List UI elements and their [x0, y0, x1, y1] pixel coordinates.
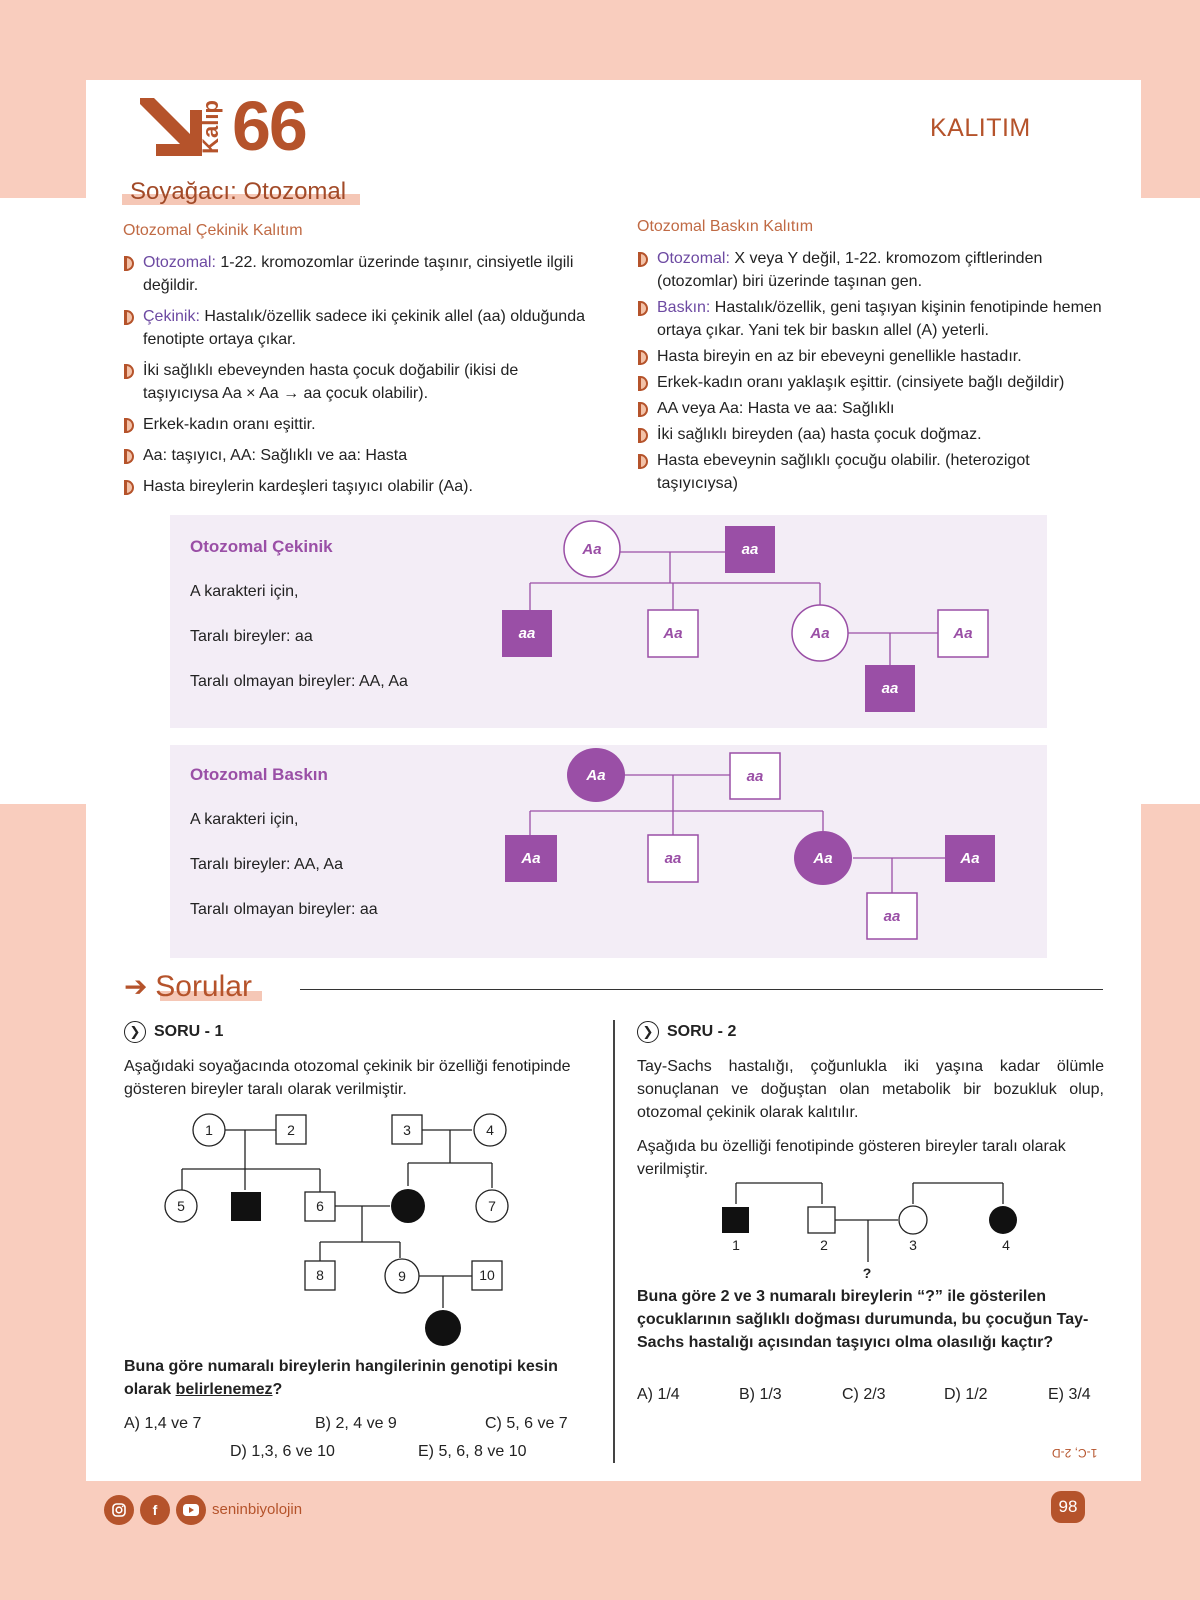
- dominant-pedigree: [170, 745, 1047, 958]
- pedigree-female: [391, 1189, 425, 1223]
- individual-number: 3: [403, 1122, 411, 1138]
- individual-number: 8: [316, 1267, 324, 1283]
- arrow-logo-icon: [140, 98, 202, 160]
- individual-number: 5: [177, 1198, 185, 1214]
- section-title: Soyağacı: Otozomal: [126, 178, 350, 206]
- pedigree-female: [899, 1206, 927, 1234]
- individual-number: 2: [287, 1122, 295, 1138]
- list-item: Hasta bireyin en az bir ebeveyni genellikle hastadır.: [637, 345, 1112, 368]
- individual-number: 9: [398, 1268, 406, 1284]
- list-item: Erkek-kadın oranı eşittir.: [123, 413, 593, 436]
- list-item: İki sağlıklı ebeveynden hasta çocuk doğabilir (ikisi de taşıyıcıysa Aa × Aa → aa çocuk olabilir).: [123, 359, 593, 405]
- q1-option[interactable]: A) 1,4 ve 7: [124, 1415, 202, 1432]
- genotype-label: aa: [664, 850, 682, 867]
- individual-number: 2: [820, 1237, 828, 1253]
- q1-option[interactable]: D) 1,3, 6 ve 10: [230, 1443, 335, 1460]
- dominant-list: [637, 247, 1112, 495]
- list-item: Otozomal: 1-22. kromozomlar üzerinde taşınır, cinsiyetle ilgili değildir.: [123, 251, 593, 297]
- recessive-pedigree: [170, 515, 1047, 728]
- genotype-label: aa: [746, 768, 764, 785]
- genotype-label: aa: [883, 908, 901, 925]
- question-1-label: ❯ SORU - 1: [124, 1021, 223, 1043]
- questions-heading: ➔ Sorular: [124, 970, 252, 1003]
- genotype-label: aa: [881, 680, 899, 697]
- q1-option[interactable]: C) 5, 6 ve 7: [485, 1415, 568, 1432]
- q1-option[interactable]: E) 5, 6, 8 ve 10: [418, 1443, 527, 1460]
- pattern-number: 66: [232, 87, 306, 165]
- question-2-text: Tay-Sachs hastalığı, çoğunlukla iki yaşına kadar ölümle sonuçlanan ve doğuştan olan metabolik bir bozukluk olup, otozomal çekinik olarak kalıtılır.: [637, 1058, 1104, 1121]
- page-number: 98: [1051, 1491, 1085, 1523]
- panel-line: Taralı olmayan bireyler: AA, Aa: [190, 673, 408, 690]
- genotype-label: Aa: [663, 625, 683, 642]
- list-item: Hasta bireylerin kardeşleri taşıyıcı olabilir (Aa).: [123, 475, 593, 498]
- pedigree-male: [231, 1192, 261, 1221]
- genotype-label: Aa: [953, 625, 973, 642]
- pedigree-male: [722, 1207, 749, 1233]
- q2-option[interactable]: C) 2/3: [842, 1386, 886, 1403]
- dominant-heading: Otozomal Baskın Kalıtım: [637, 218, 814, 235]
- divider: [300, 989, 1103, 990]
- individual-number: 10: [479, 1267, 495, 1283]
- individual-number: 1: [205, 1122, 213, 1138]
- individual-number: 4: [486, 1122, 494, 1138]
- pedigree-female: [989, 1206, 1017, 1234]
- chevron-right-icon: ❯: [124, 1021, 146, 1043]
- facebook-icon[interactable]: f: [140, 1495, 170, 1525]
- panel-title: Otozomal Baskın: [190, 765, 328, 784]
- list-item: Baskın: Hastalık/özellik, geni taşıyan kişinin fenotipinde hemen ortaya çıkar. Yani tek bir baskın allel (A) yeterli.: [637, 296, 1112, 342]
- q2-option[interactable]: E) 3/4: [1048, 1386, 1091, 1403]
- social-icons: [104, 1495, 206, 1525]
- panel-title: Otozomal Çekinik: [190, 537, 333, 556]
- genotype-label: Aa: [582, 541, 602, 558]
- panel-line: Taralı bireyler: AA, Aa: [190, 856, 343, 873]
- question-1-ask: Buna göre numaralı bireylerin hangilerinin genotipi kesin olarak belirlenemez?: [124, 1358, 558, 1398]
- list-item: Otozomal: X veya Y değil, 1-22. kromozom çiftlerinden (otozomlar) biri üzerinde taşınan gen.: [637, 247, 1112, 293]
- panel-line: A karakteri için,: [190, 583, 299, 600]
- question-1-text: Aşağıdaki soyağacında otozomal çekinik bir özelliği fenotipinde gösteren bireyler taralı olarak verilmiştir.: [124, 1058, 571, 1098]
- column-divider: [613, 1020, 615, 1463]
- instagram-icon[interactable]: [104, 1495, 134, 1525]
- q2-option[interactable]: D) 1/2: [944, 1386, 988, 1403]
- list-item: Aa: taşıyıcı, AA: Sağlıklı ve aa: Hasta: [123, 444, 593, 467]
- question-2-ask: Buna göre 2 ve 3 numaralı bireylerin “?” ile gösterilen çocuklarının sağlıklı doğması durumunda, bu çocuğun Tay-Sachs hastalığı açısından taşıyıcı olma olasılığı kaçtır?: [637, 1288, 1089, 1351]
- answer-key: 1-C, 2-D: [1052, 1446, 1098, 1460]
- q2-option[interactable]: A) 1/4: [637, 1386, 680, 1403]
- list-item: İki sağlıklı bireyden (aa) hasta çocuk doğmaz.: [637, 423, 1112, 446]
- recessive-list: [123, 251, 593, 498]
- panel-line: Taralı olmayan bireyler: aa: [190, 901, 378, 918]
- recessive-heading: Otozomal Çekinik Kalıtım: [123, 222, 303, 239]
- individual-number: 7: [488, 1198, 496, 1214]
- panel-line: A karakteri için,: [190, 811, 299, 828]
- list-item: Erkek-kadın oranı yaklaşık eşittir. (cinsiyete bağlı değildir): [637, 371, 1112, 394]
- social-handle[interactable]: seninbiyolojin: [212, 1501, 303, 1518]
- recessive-example-panel: [170, 515, 1047, 728]
- unit-title: KALITIM: [930, 114, 1031, 142]
- list-item: Hasta ebeveynin sağlıklı çocuğu olabilir. (heterozigot taşıyıcıysa): [637, 449, 1112, 495]
- kalip-label: Kalıp: [197, 100, 223, 154]
- pedigree-female: [425, 1310, 461, 1346]
- genotype-label: aa: [741, 541, 759, 558]
- list-item: Çekinik: Hastalık/özellik sadece iki çekinik allel (aa) olduğunda fenotipte ortaya çıkar.: [123, 305, 593, 351]
- individual-number: 3: [909, 1237, 917, 1253]
- q2-option[interactable]: B) 1/3: [739, 1386, 782, 1403]
- genotype-label: Aa: [960, 850, 980, 867]
- youtube-icon[interactable]: [176, 1495, 206, 1525]
- genotype-label: Aa: [813, 850, 833, 867]
- chevron-right-icon: ❯: [637, 1021, 659, 1043]
- unknown-child-mark: ?: [862, 1265, 872, 1280]
- q1-option[interactable]: B) 2, 4 ve 9: [315, 1415, 397, 1432]
- question-1-pedigree: [150, 1108, 530, 1348]
- dominant-example-panel: [170, 745, 1047, 958]
- individual-number: 1: [732, 1237, 740, 1253]
- question-2-pedigree: [715, 1180, 1025, 1280]
- question-2-text: Aşağıda bu özelliği fenotipinde gösteren bireyler taralı olarak verilmiştir.: [637, 1138, 1066, 1178]
- pedigree-male: [808, 1207, 835, 1233]
- genotype-label: aa: [518, 625, 536, 642]
- list-item: AA veya Aa: Hasta ve aa: Sağlıklı: [637, 397, 1112, 420]
- question-2-label: ❯ SORU - 2: [637, 1021, 736, 1043]
- genotype-label: Aa: [521, 850, 541, 867]
- individual-number: 6: [316, 1198, 324, 1214]
- genotype-label: Aa: [586, 767, 606, 784]
- panel-line: Taralı bireyler: aa: [190, 628, 313, 645]
- genotype-label: Aa: [810, 625, 830, 642]
- individual-number: 4: [1002, 1237, 1010, 1253]
